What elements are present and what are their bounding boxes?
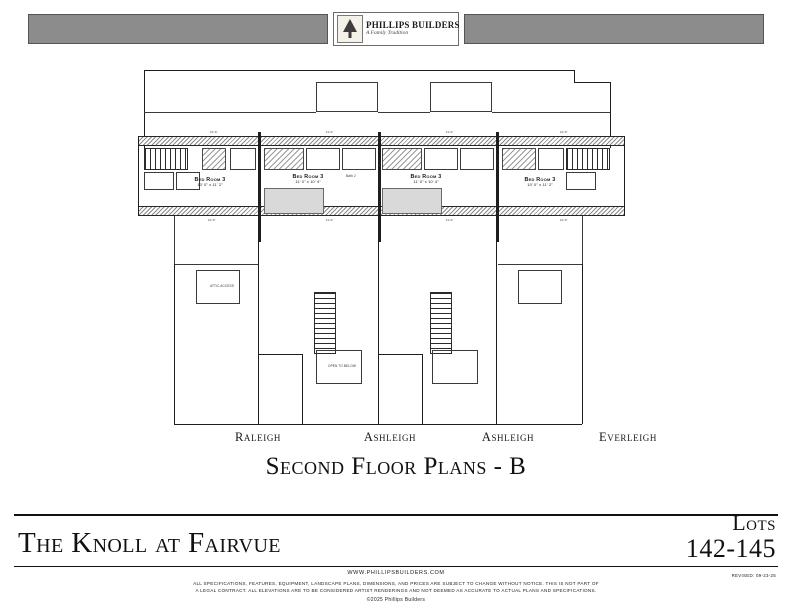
- party-wall-1: [258, 132, 261, 242]
- unit2-bedroom-name: Bed Room 3: [292, 174, 324, 180]
- exterior-wall-bottom: [138, 206, 624, 216]
- dim-bot-3: 11'-0": [446, 218, 454, 222]
- unit2-open-below: [264, 188, 324, 214]
- exterior-wall-top: [138, 136, 624, 146]
- unit-name-2: Ashleigh: [363, 430, 417, 444]
- unit1-left-wall: [174, 264, 175, 424]
- unit4-closet: [538, 148, 564, 170]
- dim-bot-4: 10'-6": [560, 218, 568, 222]
- upper-guide-mid: [378, 112, 430, 113]
- unit4-porch-box: [518, 270, 562, 304]
- dim-top-4: 10'-6": [560, 130, 568, 134]
- unit2-top-step: [258, 354, 302, 355]
- upper-guide-right: [492, 112, 610, 113]
- revision-date: REVISED: 09-23-25: [731, 573, 776, 578]
- unit-name-1: Raleigh: [234, 430, 282, 444]
- dim-top-3: 11'-0": [446, 130, 454, 134]
- unit1-bedroom-name: Bed Room 3: [194, 177, 226, 183]
- lots-block: [686, 512, 776, 562]
- header-band-left: [28, 14, 328, 44]
- unit4-hatch-a: [502, 148, 536, 170]
- lots-value: 142-145: [685, 534, 776, 563]
- lower-left-return: [174, 216, 175, 264]
- floor-plan-drawing: [130, 62, 670, 452]
- unit1-closet-b: [230, 148, 256, 170]
- unit1-bottom-wall: [174, 424, 258, 425]
- dim-top-1: 10'-6": [210, 130, 218, 134]
- unit2-left-wall: [258, 242, 259, 424]
- unit4-bedroom-label: [502, 177, 578, 188]
- unit2-mid-wall: [302, 354, 303, 424]
- website-url[interactable]: WWW.PHILLIPSBUILDERS.COM: [347, 570, 445, 576]
- unit-name-4: Everleigh: [598, 430, 658, 444]
- company-logo: [333, 12, 459, 46]
- tree-logo-icon: [337, 15, 363, 43]
- unit3-hatch-a: [382, 148, 422, 170]
- logo-tagline: A Family Tradition: [366, 30, 409, 37]
- unit1-porch-note: ATTIC ACCESS: [210, 284, 234, 288]
- unit4-bedroom-name: Bed Room 3: [524, 177, 556, 183]
- header-band: [28, 14, 764, 44]
- disclaimer-line-2: A LEGAL CONTRACT. ALL ELEVATIONS ARE TO BE CONSIDERED ARTIST RENDERINGS AND NOT DEEMED AS ACCURATE TO ACTUAL PLANS AND SPECIFICATIONS.: [195, 588, 597, 594]
- dim-top-2: 11'-0": [326, 130, 334, 134]
- unit3-bedroom-label: [388, 174, 464, 185]
- unit3-bath: [460, 148, 494, 170]
- unit4-bedroom-dim: 10' 0" x 11' 2": [527, 182, 553, 188]
- lower-right-return: [582, 216, 583, 264]
- plan-title: Second Floor Plans - B: [265, 453, 527, 480]
- project-title: The Knoll at Fairvue: [18, 527, 281, 559]
- header-band-right: [464, 14, 764, 44]
- dim-bot-2: 11'-0": [326, 218, 334, 222]
- unit-name-row: [130, 430, 670, 448]
- upper-guide-left: [144, 112, 316, 113]
- unit2-bedroom-dim: 11' 0" x 10' 4": [295, 179, 321, 185]
- unit4-stair: [566, 148, 610, 170]
- unit3-bedroom-name: Bed Room 3: [410, 174, 442, 180]
- unit2-hatch-a: [264, 148, 304, 170]
- unit2-box-note: OPEN TO BELOW: [328, 364, 356, 368]
- unit2-bath: [342, 148, 376, 170]
- unit3-mid-wall: [422, 354, 423, 424]
- unit-name-3: Ashleigh: [481, 430, 535, 444]
- unit2-right-wall: [378, 242, 379, 424]
- lower-right-step: [498, 264, 582, 265]
- unit3-stair-run: [430, 292, 452, 354]
- unit1-bedroom-dim: 10' 0" x 11' 2": [197, 182, 223, 188]
- band-left-edge: [138, 136, 139, 216]
- unit1-bedroom-label: [172, 177, 248, 188]
- unit3-open-below: [382, 188, 442, 214]
- logo-company-name: PHILLIPS BUILDERS: [366, 19, 460, 30]
- unit1-closet: [144, 172, 174, 190]
- unit2-bedroom-label: [270, 174, 346, 185]
- unit3-bedroom-dim: 11' 0" x 10' 4": [413, 179, 439, 185]
- unit4-right-wall: [582, 264, 583, 424]
- logo-text: [366, 21, 460, 37]
- band-right-edge: [624, 136, 625, 216]
- unit1-stair: [144, 148, 188, 170]
- party-wall-3: [496, 132, 499, 242]
- plan-step-1: [574, 82, 610, 83]
- upper-box-b: [430, 82, 492, 112]
- unit3-right-wall: [496, 242, 497, 424]
- lots-label: Lots: [732, 510, 776, 535]
- disclaimer-line-1: ALL SPECIFICATIONS, FEATURES, EQUIPMENT, LANDSCAPE PLANS, DIMENSIONS, AND PRICES ARE SUBJECT TO CHANGE WITHOUT NOTICE. THIS IS NOT PART OF: [193, 581, 599, 586]
- unit3-box: [432, 350, 478, 384]
- unit2-bottom-wall: [258, 424, 378, 425]
- plan-outline-right-upper: [574, 70, 575, 82]
- unit1-hatch-a: [202, 148, 226, 170]
- dim-bot-1: 10'-6": [208, 218, 216, 222]
- copyright-notice: ©2025 Phillips Builders: [366, 597, 426, 603]
- footer-divider-top: [14, 514, 778, 516]
- footer-divider-bottom: [14, 566, 778, 567]
- unit3-closet: [424, 148, 458, 170]
- lower-left-step: [174, 264, 258, 265]
- disclaimer: [0, 580, 792, 594]
- party-wall-2: [378, 132, 381, 242]
- plan-outline-top: [144, 70, 574, 71]
- unit2-closet: [306, 148, 340, 170]
- unit4-bottom-wall: [498, 424, 582, 425]
- upper-box-a: [316, 82, 378, 112]
- unit2-bath-label: Bath 2: [346, 174, 356, 178]
- unit3-top-step: [378, 354, 422, 355]
- unit2-stair-run: [314, 292, 336, 354]
- unit3-bottom-wall: [378, 424, 498, 425]
